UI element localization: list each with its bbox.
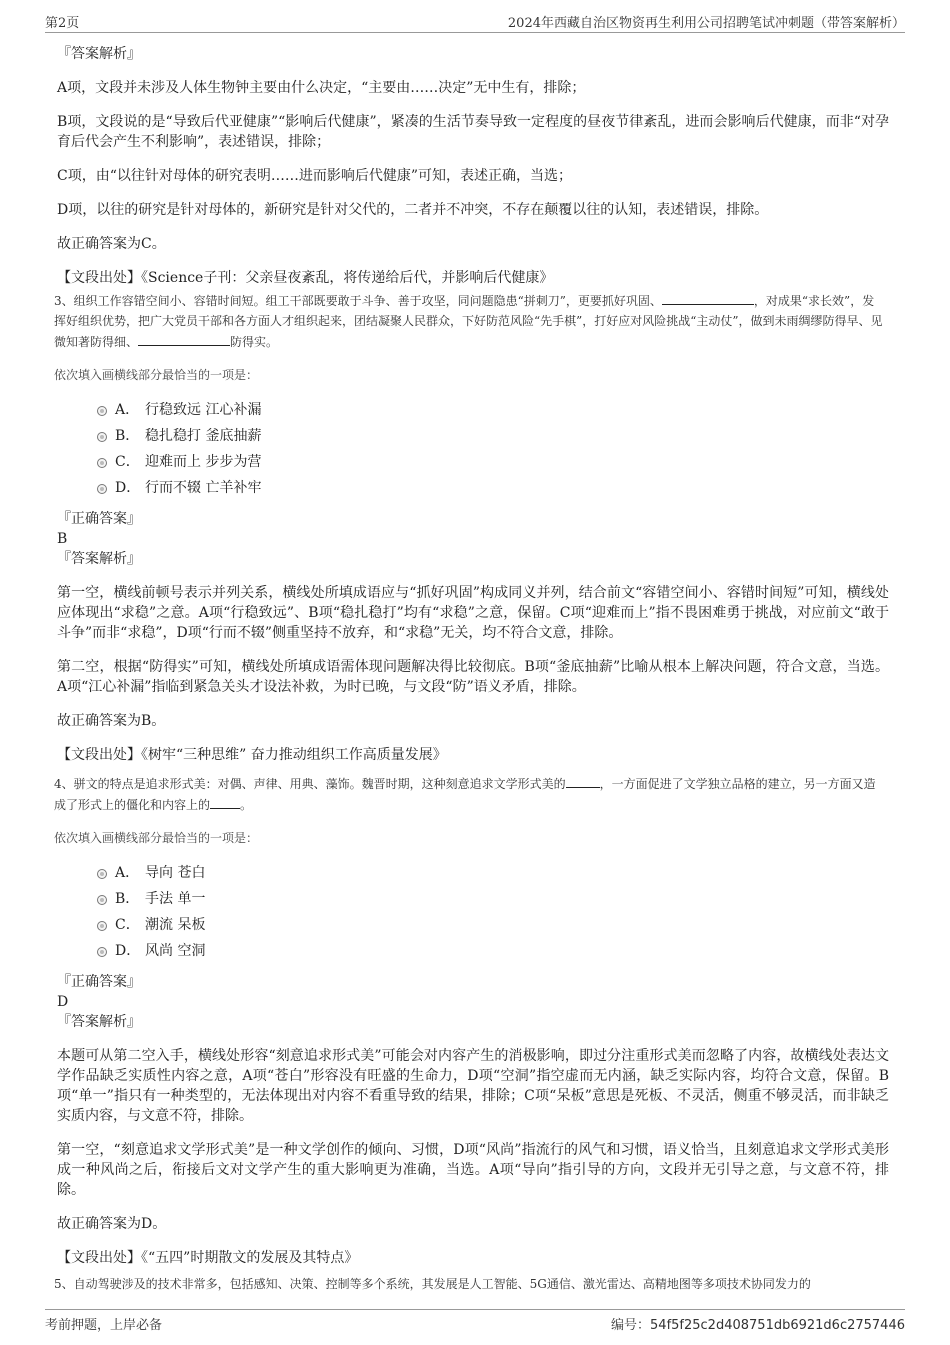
q3-blank-1 [662,290,754,305]
q4-option-c[interactable]: C． 潮流 呆板 [97,912,889,938]
q4-option-b[interactable]: B． 手法 单一 [97,886,889,912]
radio-icon[interactable] [97,895,107,905]
q2-analysis-b: B项，文段说的是“导致后代亚健康”“影响后代健康”，紧凑的生活节奏导致一定程度的昼夜节律紊乱，进而会影响后代健康，而非“对孕育后代会产生不利影响”，表述错误，排除； [57,114,889,150]
q4-option-a[interactable]: A． 导向 苍白 [97,860,889,886]
q3-options [97,397,889,501]
q4-options [97,860,889,964]
q3-source: 【文段出处】《树牢“三种思维” 奋力推动组织工作高质量发展》 [57,747,447,763]
q2-source: 【文段出处】《Science子刊：父亲昼夜紊乱，将传递给后代，并影响后代健康》 [57,270,554,286]
q4-stem: 4、骈文的特点是追求形式美：对偶、声律、用典、藻饰。魏晋时期，这种刻意追求文学形式美的 ，一方面促进了文学独立品格的建立，另一方面又造成了形式上的僵化和内容上的 。 [54,773,886,815]
q2-analysis-c: C项，由“以往针对母体的研究表明……进而影响后代健康”可知，表述正确，当选； [57,168,573,184]
q3-correct-answer: B [57,531,68,547]
radio-icon[interactable] [97,458,107,468]
page-footer [45,1309,905,1332]
q2-analysis-d: D项，以往的研究是针对母体的，新研究是针对父代的，二者并不冲突，不存在颠覆以往的认知，表述错误，排除。 [57,202,769,218]
q3-correct-label: 『正确答案』 [57,511,141,527]
radio-icon[interactable] [97,432,107,442]
q3-analysis-2: 第二空，根据“防得实”可知，横线处所填成语需体现问题解决得比较彻底。B项“釜底抽薪”比喻从根本上解决问题，符合文意，当选。A项“江心补漏”指临到紧急关头才设法补救，为时已晚，与文段“防”语义矛盾，排除。 [57,659,889,695]
footer-slogan: 考前押题，上岸必备 [45,1318,163,1333]
q4-source: 【文段出处】《“五四”时期散文的发展及其特点》 [57,1250,359,1266]
q4-blank-2 [210,794,240,809]
q3-option-d[interactable]: D． 行而不辍 亡羊补牢 [97,475,889,501]
q3-option-a[interactable]: A． 行稳致远 江心补漏 [97,397,889,423]
radio-icon[interactable] [97,406,107,416]
q2-analysis-a: A项，文段并未涉及人体生物钟主要由什么决定，“主要由……决定”无中生有，排除； [57,80,586,96]
document-content [54,44,889,1294]
q3-instruction: 依次填入画横线部分最恰当的一项是： [54,368,259,382]
q4-instruction: 依次填入画横线部分最恰当的一项是： [54,831,259,845]
q4-analysis-2: 第一空，“刻意追求文学形式美”是一种文学创作的倾向、习惯，D项“风尚”指流行的风气和习惯，语义恰当，且刻意追求文学形式美形成一种风尚之后，衔接后文对文学产生的重大影响更为准确，当选。A项“导向”指引导的方向，文段并无引导之意，与文意不符，排除。 [57,1142,889,1198]
q4-analysis-1: 本题可从第二空入手，横线处形容“刻意追求形式美”可能会对内容产生的消极影响，即过分注重形式美而忽略了内容，故横线处表达文学作品缺乏实质性内容之意，A项“苍白”形容没有旺盛的生命力，D项“空洞”指空虚而无内涵，缺乏实际内容，均符合文意，保留。B项“单一”指只有一种类型的，无法体现出对内容不看重导致的结果，排除；C项“呆板”意思是死板、不灵活，侧重不够灵活，而非缺乏实质内容，与文意不符，排除。 [57,1048,889,1124]
q4-analysis-label: 『答案解析』 [57,1014,141,1030]
q3-option-c[interactable]: C． 迎难而上 步步为营 [97,449,889,475]
q3-blank-2 [138,331,230,346]
q4-conclusion: 故正确答案为D。 [57,1216,167,1232]
radio-icon[interactable] [97,869,107,879]
q5-stem: 5、自动驾驶涉及的技术非常多，包括感知、决策、控制等多个系统，其发展是人工智能、5G通信、激光雷达、高精地图等多项技术协同发力的 [54,1277,811,1291]
page-number: 第2页 [45,16,80,31]
document-code: 编号：54f5f25c2d408751db6921d6c2757446 [611,1318,905,1333]
q4-correct-label: 『正确答案』 [57,974,141,990]
q3-conclusion: 故正确答案为B。 [57,713,166,729]
radio-icon[interactable] [97,484,107,494]
q3-option-b[interactable]: B． 稳扎稳打 釜底抽薪 [97,423,889,449]
q4-blank-1 [566,773,600,788]
document-title: 2024年西藏自治区物资再生利用公司招聘笔试冲刺题（带答案解析） [507,16,905,31]
q4-correct-answer: D [57,994,69,1010]
q3-analysis-label: 『答案解析』 [57,551,141,567]
radio-icon[interactable] [97,947,107,957]
page-header [45,12,905,33]
q4-option-d[interactable]: D． 风尚 空洞 [97,938,889,964]
q2-analysis-label: 『答案解析』 [57,46,141,62]
q2-conclusion: 故正确答案为C。 [57,236,166,252]
radio-icon[interactable] [97,921,107,931]
q3-analysis-1: 第一空，横线前顿号表示并列关系，横线处所填成语应与“抓好巩固”构成同义并列，结合前文“容错空间小、容错时间短”可知，横线处应体现出“求稳”之意。A项“行稳致远”、B项“稳扎稳打”均有“求稳”之意，保留。C项“迎难而上”指不畏困难勇于挑战，对应前文“敢于斗争”而非“求稳”，D项“行而不辍”侧重坚持不放弃，和“求稳”无关，均不符合文意，排除。 [57,585,889,641]
q3-stem: 3、组织工作容错空间小、容错时间短。组工干部既要敢于斗争、善于攻坚，同问题隐患“拼刺刀”，更要抓好巩固、 ，对成果“求长效”，发挥好组织优势，把广大党员干部和各方面人才组织起来，团结凝聚人民群众，下好防范风险“先手棋”，打好应对风险挑战“主动仗”，做到未雨绸缪防得早、见微知著防得细、 防得实。 [54,290,886,352]
